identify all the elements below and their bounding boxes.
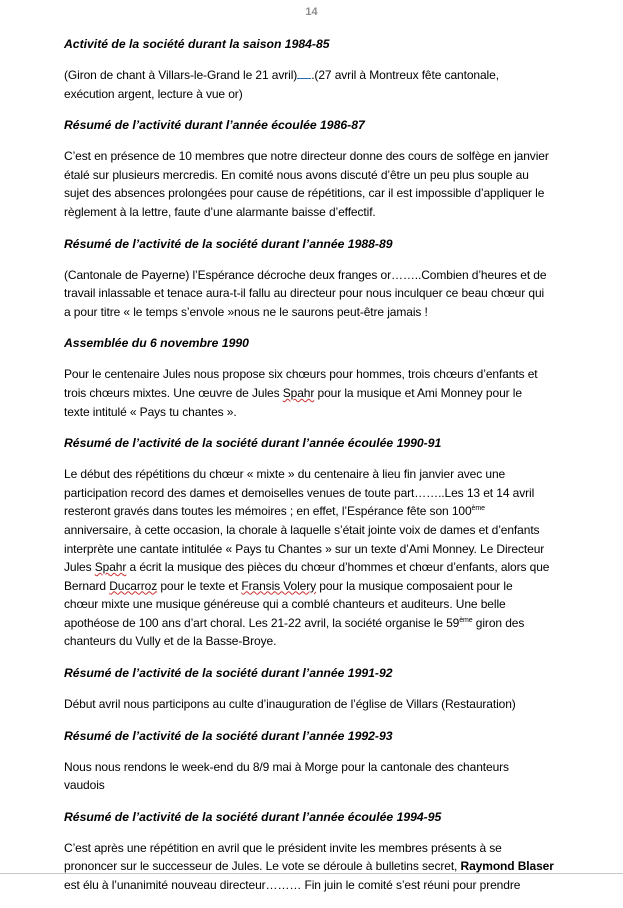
section-heading-1984-85: Activité de la société durant la saison 1984-85 — [64, 37, 330, 51]
page-bottom-divider — [0, 873, 623, 874]
section-heading-1986-87: Résumé de l’activité durant l’année écoulée 1986-87 — [64, 118, 365, 133]
spellcheck-word: Spahr — [94, 560, 127, 575]
spellcheck-word: Fransis Volery — [241, 578, 317, 593]
section-text-assemblee-1990: Pour le centenaire Jules nous propose six chœurs pour hommes, trois chœurs d’enfants et trois chœurs mixtes. Une œuvre de Jules Spahr pour la musique et Ami Monney pour le texte intitulé « Pays tu chantes ». — [64, 367, 538, 419]
section-heading-1992-93: Résumé de l’activité de la société durant l’année 1992-93 — [64, 728, 393, 743]
section-text-1992-93: Nous nous rendons le week-end du 8/9 mai à Morge pour la cantonale des chanteurs vaudois — [64, 759, 509, 793]
underlined-gap — [297, 67, 311, 79]
section-text-1986-87: C’est en présence de 10 membres que notre directeur donne des cours de solfège en janvier étalé sur plusieurs mercredis. En comité nous avons discuté d’être un peu plus souple au sujet des absences prolongées pour cause de répétitions, car il est impossible d’appliquer le règlement à la lettre, faute d’une alarmante baisse d’effectif. — [64, 149, 549, 219]
spellcheck-word: Ducarroz — [109, 578, 158, 593]
section-text-1984-85: (Giron de chant à Villars-le-Grand le 21 avril) .(27 avril à Montreux fête cantonale, exécution argent, lecture à vue or) — [64, 68, 499, 101]
spellcheck-word: Spahr — [282, 385, 315, 400]
document-body — [64, 35, 554, 908]
section-text-1988-89: (Cantonale de Payerne) l’Espérance décroche deux franges or……..Combien d’heures et de travail inlassable et tenace aura-t-il fallu au directeur pour nous inculquer ce beau chœur qui a pour titre « le temps s’envole »nous ne le saurons peut-être jamais ! — [64, 267, 547, 319]
page-number: 14 — [305, 6, 318, 18]
section-heading-1994-95: Résumé de l’activité de la société durant l’année écoulée 1994-95 — [64, 809, 442, 824]
section-text-1994-95: C’est après une répétition en avril que le président invite les membres présents à se prononcer sur le successeur de Jules. Le vote se déroule à bulletins secret, Raymond Blaser est élu à l’unanimité nouveau directeur……… Fin juin le comité s’est réuni pour prendre — [64, 840, 554, 893]
section-heading-assemblee-1990: Assemblée du 6 novembre 1990 — [64, 336, 249, 351]
section-heading-1990-91: Résumé de l’activité de la société durant l’année écoulée 1990-91 — [64, 436, 442, 451]
bold-name: Raymond Blaser — [460, 859, 554, 874]
section-heading-1988-89: Résumé de l’activité de la société durant l’année 1988-89 — [64, 236, 393, 251]
section-heading-1991-92: Résumé de l’activité de la société durant l’année 1991-92 — [64, 666, 393, 681]
section-text-1991-92: Début avril nous participons au culte d’inauguration de l’église de Villars (Restauration) — [64, 697, 516, 712]
section-text-1990-91: Le début des répétitions du chœur « mixte » du centenaire à lieu fin janvier avec une participation record des dames et demoiselles venues de toute part……..Les 13 et 14 avril resteront gravés dans toutes les mémoires ; en effet, l’Espérance fête son 100ème anniversaire, à cette occasion, la chorale à laquelle s’était jointe voix de dames et d’enfants interprète une cantate intitulée « Pays tu Chantes » sur un texte d’Ami Monney. Le Directeur Jules Spahr a écrit la musique des pièces du chœur d’hommes et chœur d’enfants, alors que Bernard Ducarroz pour le texte et Fransis Volery pour la musique composaient pour le chœur mixte une musique généreuse qui a comblé chanteurs et auditeurs. Une belle apothéose de 100 ans d’art choral. Les 21-22 avril, la société organise le 59ème giron des chanteurs du Vully et de la Basse-Broye. — [64, 467, 550, 649]
